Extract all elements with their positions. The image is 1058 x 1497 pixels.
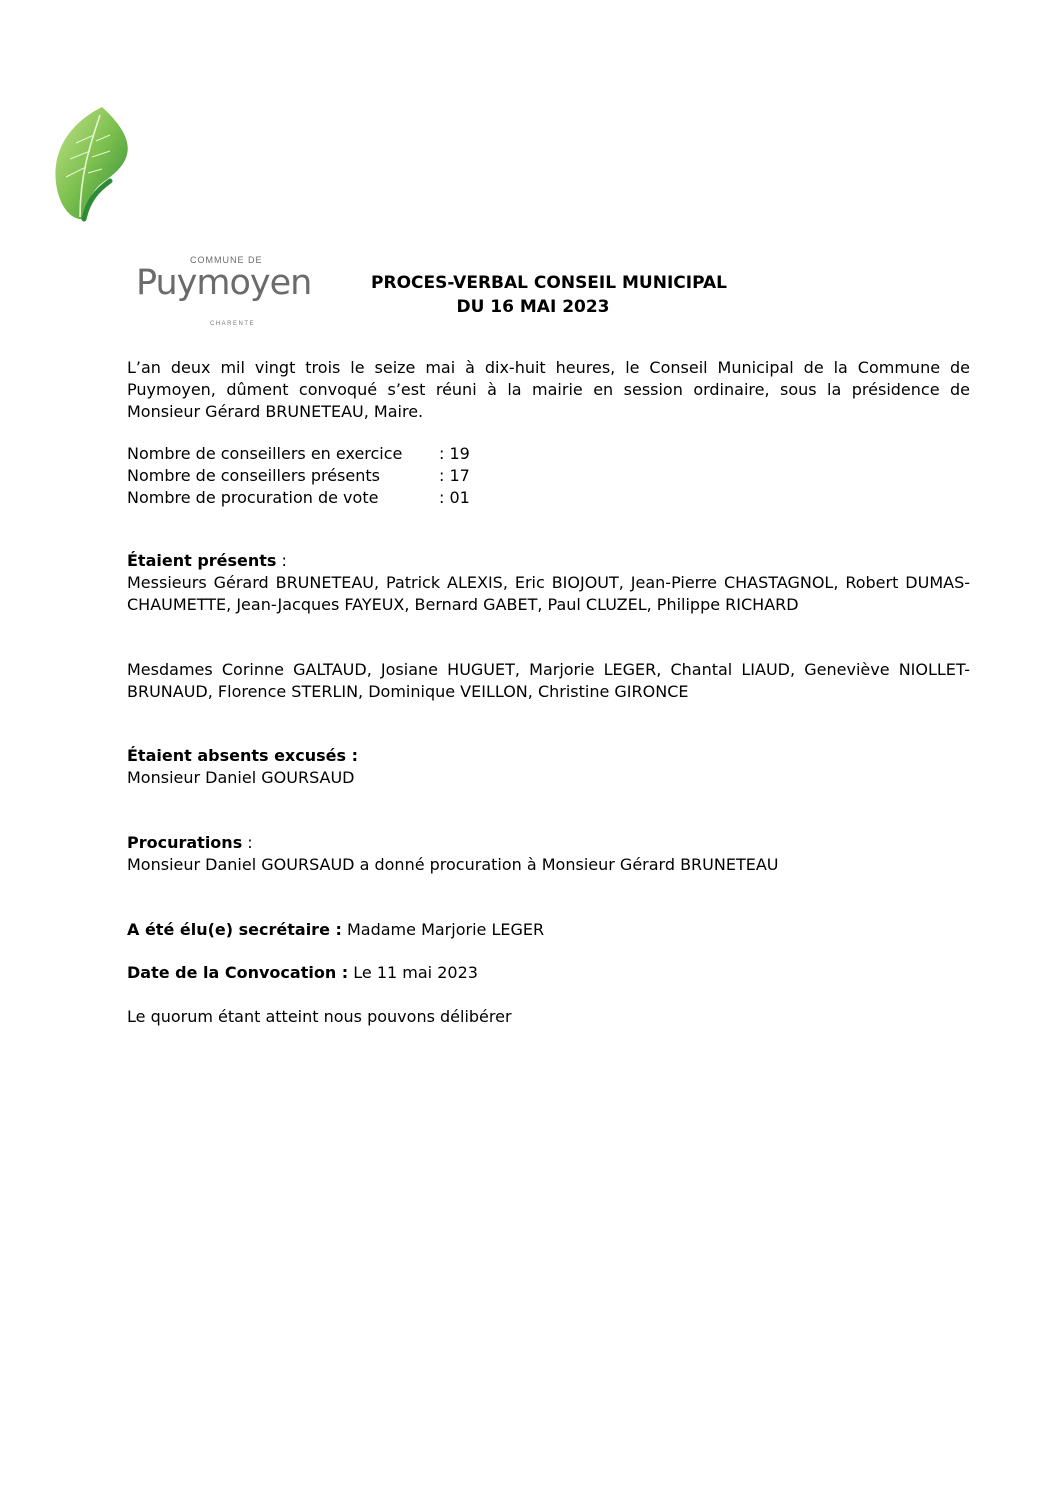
presents-colon: : [276, 551, 287, 570]
procurations-heading: Procurations [127, 833, 243, 852]
logo-small-text: COMMUNE DE [190, 255, 263, 265]
leaf-icon [50, 105, 170, 230]
convocation-line [127, 962, 970, 984]
secretaire-line [127, 919, 970, 941]
secretaire-label: A été élu(e) secrétaire : [127, 920, 342, 939]
procurations-colon: : [242, 833, 253, 852]
procurations-heading-line [127, 832, 970, 854]
title-line-1: PROCES-VERBAL CONSEIL MUNICIPAL [371, 273, 727, 293]
count-label: Nombre de conseillers en exercice [127, 444, 403, 463]
secretaire-value: Madame Marjorie LEGER [341, 920, 545, 939]
counts-block [127, 443, 970, 509]
count-row [127, 465, 970, 487]
absents-text: Monsieur Daniel GOURSAUD [127, 768, 355, 787]
presents-heading: Étaient présents [127, 551, 277, 570]
presents-heading-line [127, 550, 970, 572]
count-value: : 19 [439, 444, 470, 463]
absents-heading: Étaient absents excusés : [127, 746, 358, 765]
commune-logo [50, 105, 312, 327]
messieurs-list: Messieurs Gérard BRUNETEAU, Patrick ALEXIS, Eric BIOJOUT, Jean-Pierre CHASTAGNOL, Robert DUMAS-CHAUMETTE, Jean-Jacques FAYEUX, Bernard GABET, Paul CLUZEL, Philippe RICHARD [127, 573, 970, 614]
convocation-label: Date de la Convocation : [127, 963, 349, 982]
mesdames-list: Mesdames Corinne GALTAUD, Josiane HUGUET, Marjorie LEGER, Chantal LIAUD, Geneviève NIOLLET-BRUNAUD, Florence STERLIN, Dominique VEILLON, Christine GIRONCE [127, 660, 970, 701]
title-line-2: DU 16 MAI 2023 [456, 297, 610, 317]
procurations-text: Monsieur Daniel GOURSAUD a donné procuration à Monsieur Gérard BRUNETEAU [127, 855, 779, 874]
count-value: : 17 [439, 466, 470, 485]
count-row [127, 443, 970, 465]
count-value: : 01 [439, 488, 470, 507]
count-label: Nombre de conseillers présents [127, 466, 380, 485]
intro-paragraph: L’an deux mil vingt trois le seize mai à dix-huit heures, le Conseil Municipal de la Commune de Puymoyen, dûment convoqué s’est réuni à la mairie en session ordinaire, sous la présidence de Monsieur Gérard BRUNETEAU, Maire. [127, 358, 970, 421]
convocation-value: Le 11 mai 2023 [348, 963, 478, 982]
count-label: Nombre de procuration de vote [127, 488, 379, 507]
logo-name: Puymoyen [136, 263, 312, 303]
count-row [127, 487, 970, 509]
logo-sub-text: CHARENTE [210, 321, 256, 327]
quorum-line: Le quorum étant atteint nous pouvons délibérer [127, 1007, 512, 1026]
